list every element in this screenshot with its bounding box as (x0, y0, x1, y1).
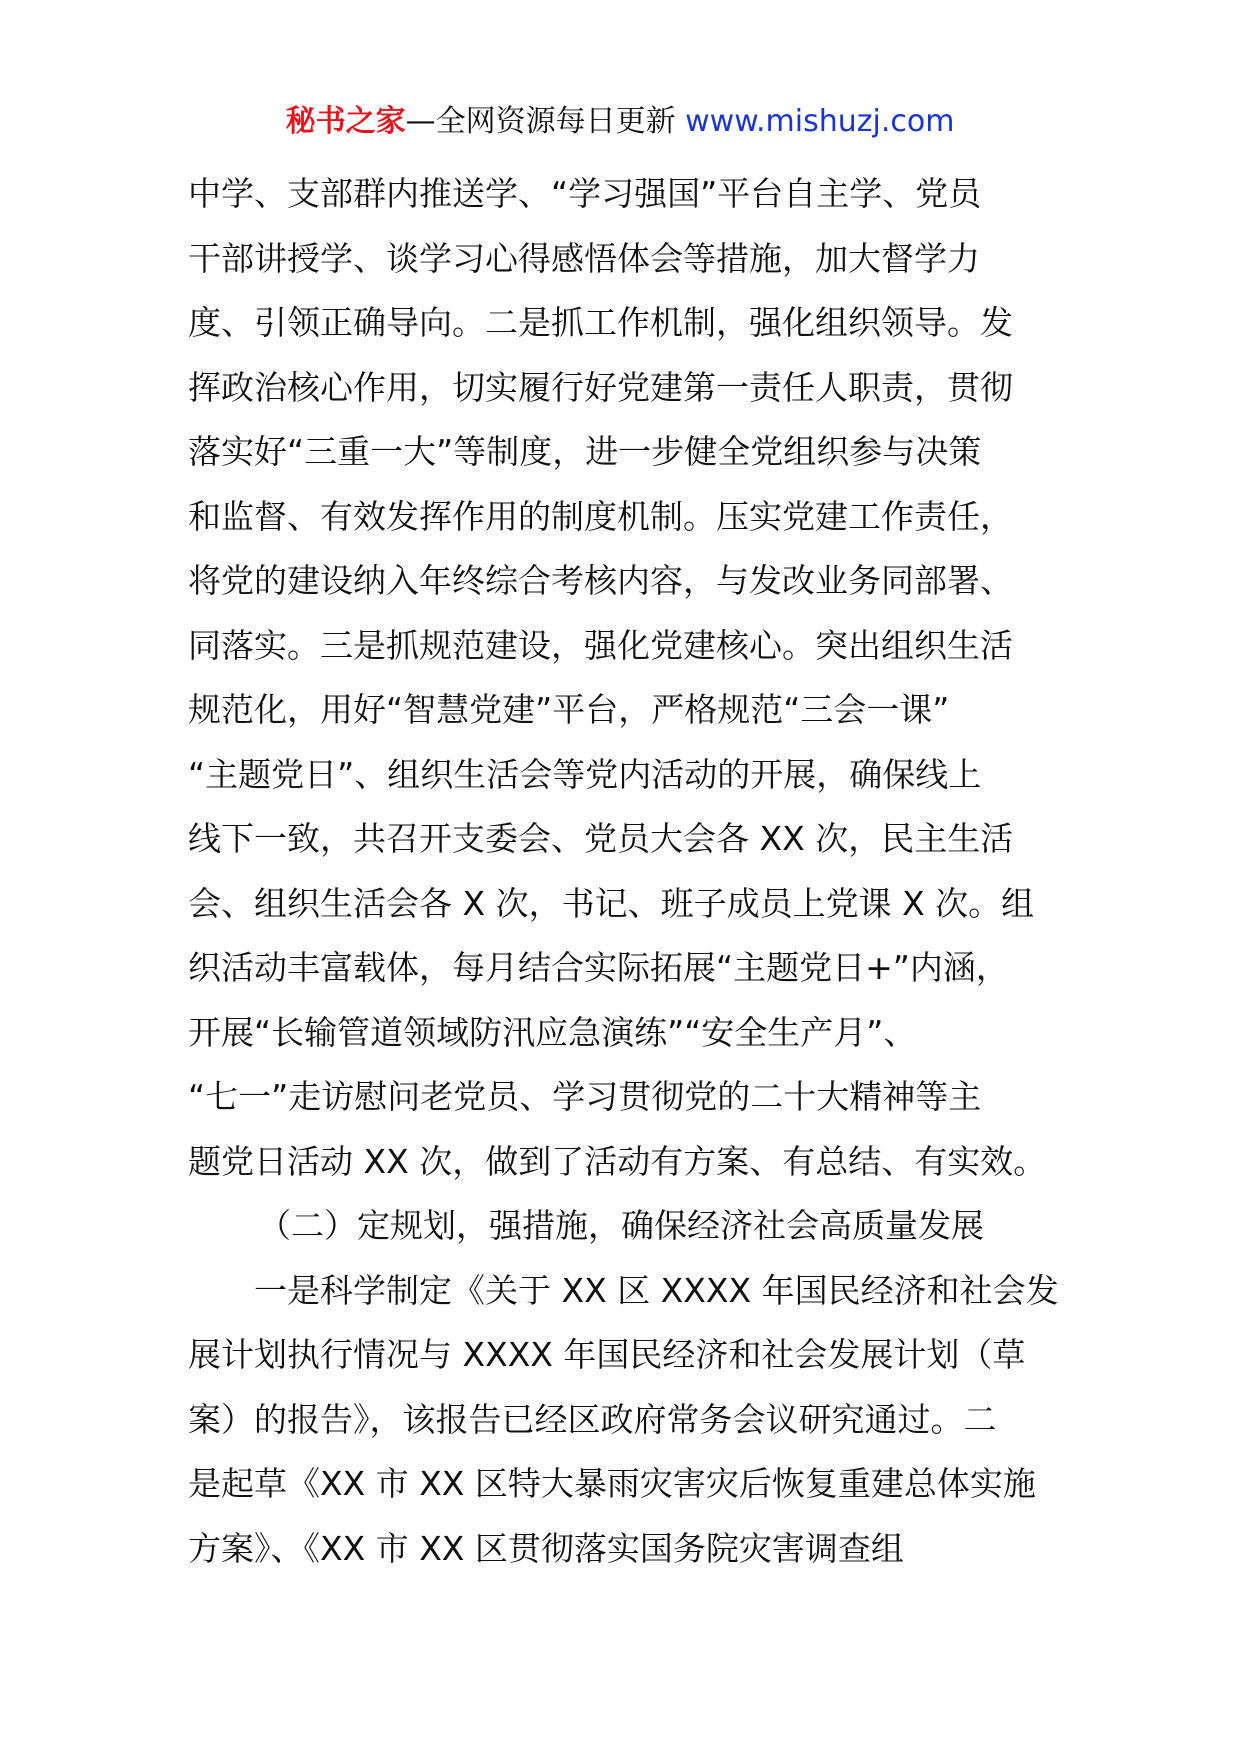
text-line: 是起草《XX 市 XX 区特大暴雨灾害灾后恢复重建总体实施 (188, 1464, 1036, 1503)
brand-name: 秘书之家 (285, 104, 406, 139)
page-header (0, 100, 1240, 144)
header-slogan: —全网资源每日更新 (405, 104, 676, 139)
site-url-link[interactable]: www.mishuzj.com (685, 104, 955, 139)
paragraph-economic-plan (188, 1259, 1059, 1582)
text-line: 同落实。三是抓规范建设，强化党建核心。突出组织生活 (188, 625, 1013, 665)
section-heading (188, 1194, 1052, 1259)
text-line: “主题党日”、组织生活会等党内活动的开展，确保线上 (188, 754, 982, 794)
text-line: 规范化，用好“智慧党建”平台，严格规范“三会一课” (188, 690, 950, 729)
text-line: 将党的建设纳入年终综合考核内容，与发改业务同部署、 (188, 561, 1013, 600)
paragraph-party-building (188, 162, 1052, 1194)
text-line: 开展“长输管道领域防汛应急演练”“安全生产月”、 (188, 1012, 917, 1052)
text-line: 干部讲授学、谈学习心得感悟体会等措施，加大督学力 (188, 238, 980, 278)
text-line: 案）的报告》，该报告已经区政府常务会议研究通过。二 (188, 1399, 997, 1439)
text-line: 挥政治核心作用，切实履行好党建第一责任人职责，贯彻 (188, 367, 1013, 407)
text-line: 方案》、《XX 市 XX 区贯彻落实国务院灾害调查组 (188, 1528, 904, 1568)
text-line: 和监督、有效发挥作用的制度机制。压实党建工作责任， (188, 496, 1013, 536)
section-heading-text: （二）定规划，强措施，确保经济社会高质量发展 (258, 1206, 984, 1245)
text-line: 展计划执行情况与 XXXX 年国民经济和社会发展计划（草 (188, 1335, 1026, 1374)
text-line: 会、组织生活会各 X 次，书记、班子成员上党课 X 次。组 (188, 883, 1035, 923)
text-line: 线下一致，共召开支委会、党员大会各 XX 次，民主生活 (188, 819, 1014, 858)
text-line: 题党日活动 XX 次，做到了活动有方案、有总结、有实效。 (188, 1141, 1047, 1181)
text-line: 一是科学制定《关于 XX 区 XXXX 年国民经济和社会发 (254, 1270, 1059, 1310)
document-body (188, 162, 1059, 1581)
text-line: 织活动丰富载体，每月结合实际拓展“主题党日+”内涵， (188, 948, 1009, 987)
text-line: 中学、支部群内推送学、“学习强国”平台自主学、党员 (188, 174, 982, 213)
text-line: 落实好“三重一大”等制度，进一步健全党组织参与决策 (188, 432, 982, 471)
text-line: 度、引领正确导向。二是抓工作机制，强化组织领导。发 (188, 303, 1013, 342)
text-line: “七一”走访慰问老党员、学习贯彻党的二十大精神等主 (188, 1077, 982, 1116)
